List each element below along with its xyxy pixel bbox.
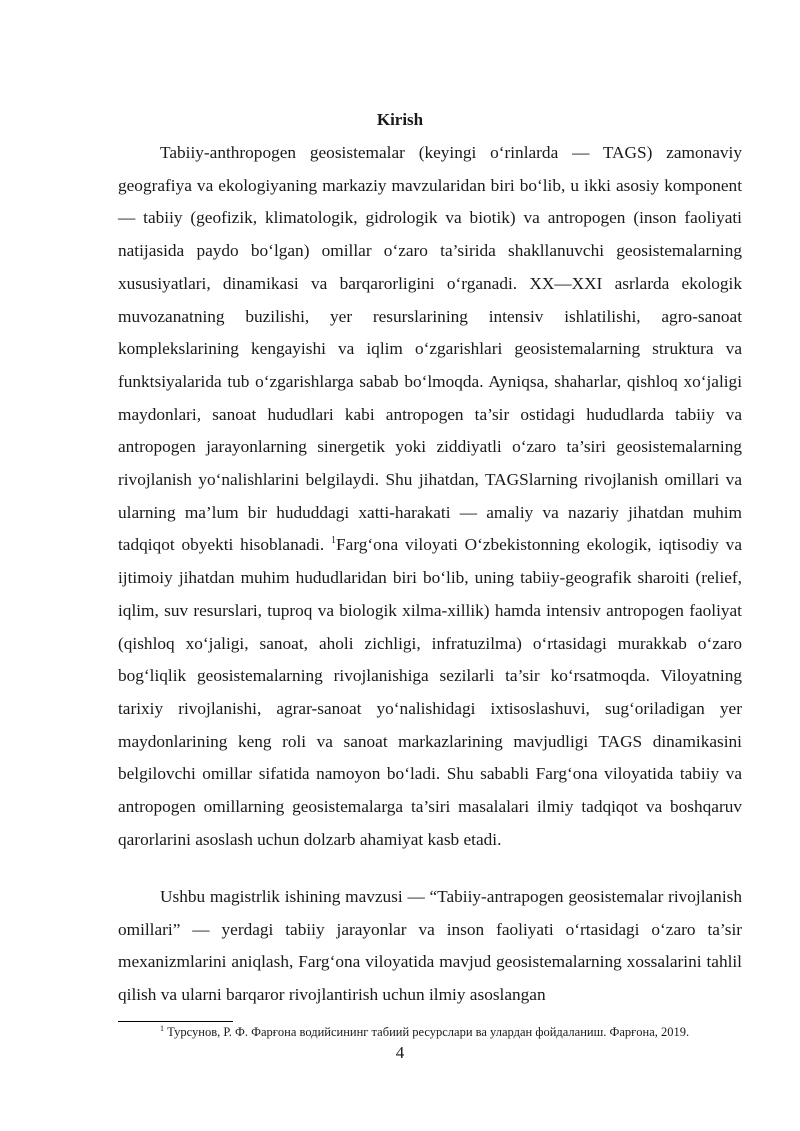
paragraph-intro-text-after-ref: Farg‘ona viloyati O‘zbekistonning ekologik, iqtisodiy va ijtimoiy jihatdan muhim hududlaridan biri bo‘lib, uning tabiiy-geografik sharoiti (relief, iqlim, suv resurslari, tuproq va biologik xilma-xillik) hamda intensiv antropogen faoliyat (qishloq xo‘jaligi, sanoat, aholi zichligi, infratuzilma) o‘rtasidagi murakkab o‘zaro bog‘liqlik geosistemalarning rivojlanishiga sezilarli ta’sir ko‘rsatmoqda. Viloyatning tarixiy rivojlanishi, agrar-sanoat yo‘nalishidagi ixtisoslashuvi, sug‘oriladigan yer maydonlarining keng roli va sanoat markazlarining mavjudligi TAGS dinamikasini belgilovchi omillar sifatida namoyon bo‘ladi. Shu sababli Farg‘ona viloyatida tabiiy va antropogen omillarning geosistemalarga ta’siri masalalari ilmiy tadqiqot va boshqaruv qarorlarini asoslash uchun dolzarb ahamiyat kasb etadi. [118, 535, 742, 849]
footnote-text: Турсунов, Р. Ф. Фарғона водийсининг табиий ресурслари ва улардан фойдаланиш. Фарғона, 2019. [164, 1025, 690, 1039]
paragraph-topic: Ushbu magistrlik ishining mavzusi — “Tabiiy-antrapogen geosistemalar rivojlanish omillari” — yerdagi tabiiy jarayonlar va inson faoliyati o‘rtasidagi o‘zaro ta’sir mexanizmlarini aniqlash, Farg‘ona viloyatida mavjud geosistemalarning xossalarini tahlil qilish va ularni barqaror rivojlantirish uchun ilmiy asoslangan [118, 887, 742, 1005]
footnote-separator [118, 1021, 233, 1022]
paragraph-intro-text-before-ref: Tabiiy-anthropogen geosistemalar (keyingi o‘rinlarda — TAGS) zamonaviy geografiya va ekologiyaning markaziy mavzularidan biri bo‘lib, u ikki asosiy komponent — tabiiy (geofizik, klimatologik, gidrologik va biotik) va antropogen (inson faoliyati natijasida paydo bo‘lgan) omillar o‘zaro ta’sirida shakllanuvchi geosistemalarning xususiyatlari, dinamikasi va barqarorligini o‘rganadi. XX—XXI asrlarda ekologik muvozanatning buzilishi, yer resurslarining intensiv ishlatilishi, agro-sanoat komplekslarining kengayishi va iqlim o‘zgarishlari geosistemalarning struktura va funktsiyalarida tub o‘zgarishlarga sabab bo‘lmoqda. Ayniqsa, shaharlar, qishloq xo‘jaligi maydonlari, sanoat hududlari kabi antropogen ta’sir ostidagi hududlarda tabiiy va antropogen jarayonlarning sinergetik yoki ziddiyatli o‘zaro ta’siri geosistemalarning rivojlanish yo‘nalishlarini belgilaydi. Shu jihatdan, TAGSlarning rivojlanish omillari va ularning ma’lum bir hududdagi xatti-harakati — amaliy va nazariy jihatdan muhim tadqiqot obyekti hisoblanadi. [118, 143, 742, 555]
footnote-mark: 1 [160, 1023, 164, 1033]
footnote [160, 1024, 780, 1040]
page-number: 4 [395, 1043, 405, 1062]
section-heading: Kirish [376, 110, 424, 129]
paragraph-intro [118, 137, 742, 856]
footnote-reference-mark[interactable]: 1 [331, 535, 337, 547]
